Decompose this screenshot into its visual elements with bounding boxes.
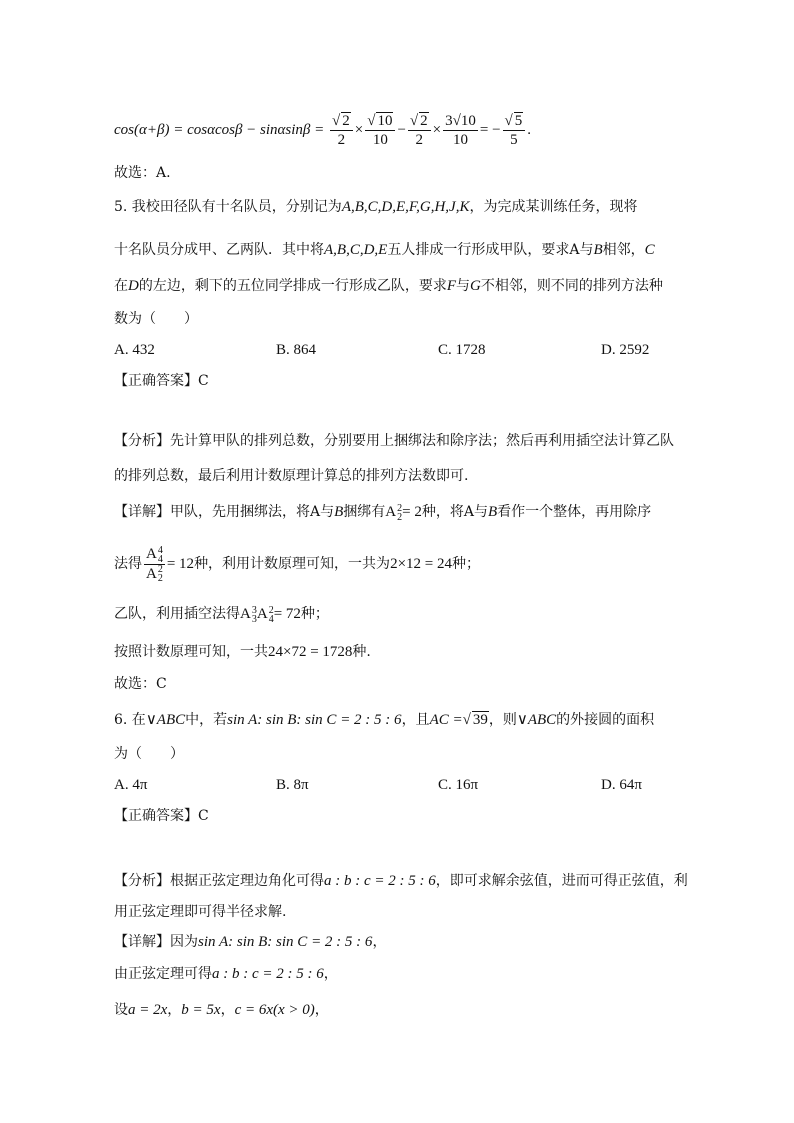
formula-line: cos(α+β) = cosαcosβ − sinαsinβ = $\frac{√ 2}{2}$ × $\frac{√ 10}{10}$ − $\frac{√ 2}{2}$ × $\frac{3√10}{10}$ = − $\frac{√ 5}{5}$ . — [114, 113, 532, 148]
q5-line-4: 数为（ ） — [114, 311, 198, 327]
q5-detail-4: 按照计数原理可知，一共24×72 = 1728种. — [114, 644, 371, 660]
q6-option-c: C. 16π — [438, 777, 479, 793]
q6-option-a: A. 4π — [114, 777, 148, 793]
q6-correct-answer: 【正确答案】C — [114, 808, 209, 824]
q6-analysis-1: 【分析】根据正弦定理边角化可得a : b : c = 2 : 5 : 6，即可求解余弦值，进而可得正弦值，利 — [114, 873, 688, 889]
q6-line-2: 为（ ） — [114, 746, 184, 762]
q5-option-c: C. 1728 — [438, 342, 486, 358]
q6-option-d: D. 64π — [601, 777, 642, 793]
q6-detail-1: 【详解】因为sin A: sin B: sin C = 2 : 5 : 6， — [114, 934, 387, 950]
fraction-a44-over-a22: A 4 4 A 2 2 — [146, 544, 163, 585]
q6-detail-3: 设a = 2x，b = 5x，c = 6x(x > 0)， — [114, 1002, 329, 1018]
q5-analysis-2: 的排列总数，最后利用计数原理计算总的排列方法数即可. — [114, 468, 469, 484]
fraction-sqrt2-over-2-b: $\frac{√ 2}{2}$ — [408, 112, 431, 149]
q5-line-3: 在D的左边，剩下的五位同学排成一行形成乙队，要求F与G不相邻，则不同的排列方法种 — [114, 278, 663, 294]
q6-analysis-2: 用正弦定理即可得半径求解. — [114, 904, 287, 920]
q5-analysis-1: 【分析】先计算甲队的排列总数，分别要用上捆绑法和除序法；然后再利用插空法计算乙队 — [114, 433, 674, 449]
q6-option-b: B. 8π — [276, 777, 309, 793]
q5-option-b: B. 864 — [276, 342, 317, 358]
fraction-sqrt5-over-5: $\frac{√ 5}{5}$ — [503, 112, 526, 149]
q6-detail-2: 由正弦定理可得a : b : c = 2 : 5 : 6， — [114, 966, 338, 982]
q5-option-d: D. 2592 — [601, 342, 650, 358]
fraction-sqrt2-over-2: $\frac{√ 2}{2}$ — [330, 112, 353, 149]
q5-option-a: A. 432 — [114, 342, 155, 358]
fraction-3sqrt10-over-10: $\frac{3√10}{10}$ — [445, 113, 476, 148]
q5-detail-1: 【详解】甲队，先用捆绑法，将A与B捆绑有A 2 2 = 2种，将A与B看作一个整体，再用除序 — [114, 502, 652, 523]
q5-line-1: 5. 我校田径队有十名队员，分别记为A,B,C,D,E,F,G,H,J,K，为完成某训练任务，现将 — [114, 199, 638, 215]
q5-answer: 故选：C — [114, 676, 167, 692]
q5-detail-3: 乙队，利用插空法得A 3 3 A 2 4 = 72种； — [114, 604, 329, 625]
q6-line-1: 6. 在∨ABC中，若sin A: sin B: sin C = 2 : 5 : 6，且AC =√ 39，则∨ABC的外接圆的面积 — [114, 712, 655, 728]
q5-correct-answer: 【正确答案】C — [114, 373, 209, 389]
fraction-sqrt10-over-10: $\frac{√ 10}{10}$ — [365, 112, 395, 149]
formula-lhs: cos(α+β) = cosαcosβ − sinαsinβ = — [114, 121, 325, 138]
q5-detail-2: 法得 A 4 4 A 2 2 = 12种，利用计数原理可知，一共为2×12 = 24种； — [114, 544, 480, 585]
q5-line-2: 十名队员分成甲、乙两队．其中将A,B,C,D,E五人排成一行形成甲队，要求A与B相邻，C — [114, 242, 655, 258]
q4-answer: 故选：A. — [114, 165, 171, 181]
